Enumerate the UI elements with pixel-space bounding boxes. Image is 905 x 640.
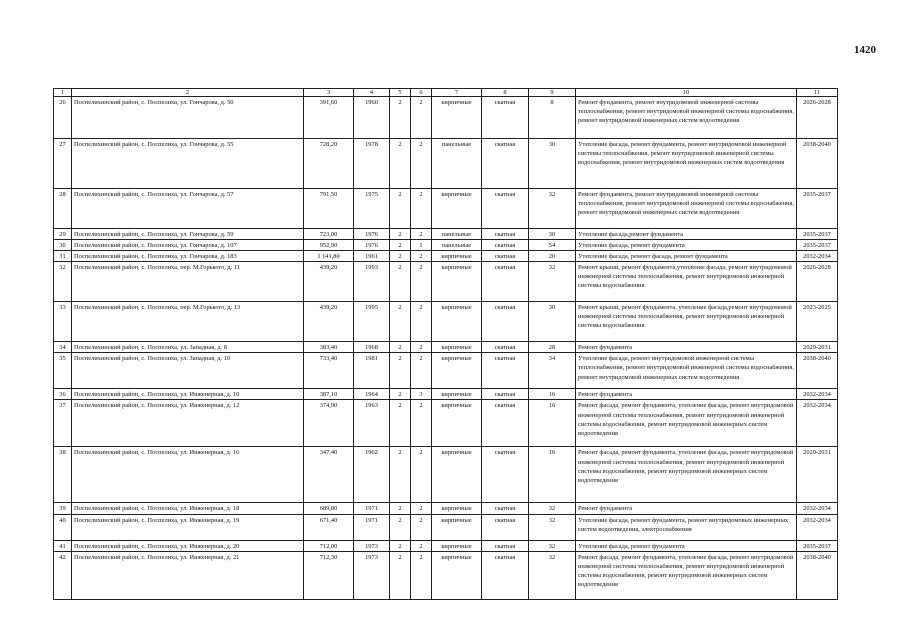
apartments-cell: 54 bbox=[529, 240, 576, 251]
column-number: 3 bbox=[304, 89, 354, 97]
period-cell: 2032-2034 bbox=[797, 514, 838, 540]
address-cell: Поспелихинский район, с. Поспелиха, ул. Инженерная, д. 21 bbox=[72, 551, 304, 599]
table-row bbox=[54, 353, 838, 389]
area-cell: 374,90 bbox=[304, 400, 354, 447]
roof-type-cell: скатная bbox=[482, 400, 529, 447]
area-cell: 439,20 bbox=[304, 302, 354, 342]
row-number-cell: 27 bbox=[54, 139, 72, 189]
address-cell: Поспелихинский район, с. Поспелиха, ул. Гончарова, д. 55 bbox=[72, 139, 304, 189]
wall-material-cell: кирпичные bbox=[432, 353, 482, 389]
floors-cell: 2 bbox=[390, 139, 411, 189]
floors-cell: 2 bbox=[390, 389, 411, 400]
area-cell: 439,20 bbox=[304, 262, 354, 302]
apartments-cell: 32 bbox=[529, 540, 576, 551]
row-number-cell: 40 bbox=[54, 514, 72, 540]
address-cell: Поспелихинский район, с. Поспелиха, ул. Гончарова, д. 107 bbox=[72, 240, 304, 251]
floors-cell: 2 bbox=[390, 514, 411, 540]
area-cell: 391,60 bbox=[304, 97, 354, 139]
table-row bbox=[54, 240, 838, 251]
row-number-cell: 37 bbox=[54, 400, 72, 447]
row-number-cell: 34 bbox=[54, 342, 72, 353]
floors-cell: 2 bbox=[390, 447, 411, 503]
table-row bbox=[54, 503, 838, 514]
address-cell: Поспелихинский район, с. Поспелиха, ул. Гончарова, д. 183 bbox=[72, 251, 304, 262]
entrances-cell: 2 bbox=[411, 400, 432, 447]
entrances-cell: 2 bbox=[411, 139, 432, 189]
wall-material-cell: панельные bbox=[432, 139, 482, 189]
wall-material-cell: кирпичные bbox=[432, 503, 482, 514]
table-row bbox=[54, 540, 838, 551]
table-row bbox=[54, 514, 838, 540]
table-row bbox=[54, 551, 838, 599]
works-cell: Ремонт фасада, ремонт фундамента, утепление фасада, ремонт внутридомовой инженерной системы теплоснабжения, ремонт внутридомовой инженерной системы водоснабжения, ремонт внутридомовой инженерных систем водоотведения bbox=[576, 447, 797, 503]
row-number-cell: 30 bbox=[54, 240, 72, 251]
wall-material-cell: кирпичные bbox=[432, 251, 482, 262]
table-row bbox=[54, 389, 838, 400]
table-row bbox=[54, 97, 838, 139]
row-number-cell: 26 bbox=[54, 97, 72, 139]
wall-material-cell: кирпичные bbox=[432, 97, 482, 139]
table-row bbox=[54, 400, 838, 447]
apartments-cell: 16 bbox=[529, 447, 576, 503]
period-cell: 2035-2037 bbox=[797, 229, 838, 240]
floors-cell: 2 bbox=[390, 302, 411, 342]
period-cell: 2026-2028 bbox=[797, 262, 838, 302]
row-number-cell: 42 bbox=[54, 551, 72, 599]
roof-type-cell: скатная bbox=[482, 389, 529, 400]
roof-type-cell: скатная bbox=[482, 97, 529, 139]
roof-type-cell: скатная bbox=[482, 229, 529, 240]
address-cell: Поспелихинский район, с. Поспелиха, пер. М.Горького, д. 11 bbox=[72, 262, 304, 302]
period-cell: 2035-2037 bbox=[797, 540, 838, 551]
works-cell: Утепление фасада, ремонт внутридомовой инженерной системы теплоснабжения, ремонт внутридомовой инженерной системы водоснабжения, ремонт внутридомовой инженерных систем водоотведения bbox=[576, 353, 797, 389]
table-row bbox=[54, 302, 838, 342]
address-cell: Поспелихинский район, с. Поспелиха, ул. Гончарова, д. 50 bbox=[72, 97, 304, 139]
floors-cell: 2 bbox=[390, 400, 411, 447]
table-row bbox=[54, 189, 838, 229]
wall-material-cell: панельные bbox=[432, 229, 482, 240]
wall-material-cell: кирпичные bbox=[432, 400, 482, 447]
year-cell: 1973 bbox=[354, 540, 390, 551]
year-cell: 1971 bbox=[354, 514, 390, 540]
entrances-cell: 2 bbox=[411, 514, 432, 540]
works-cell: Утепление фасада, ремонт фундамента bbox=[576, 540, 797, 551]
area-cell: 712,00 bbox=[304, 540, 354, 551]
year-cell: 1973 bbox=[354, 551, 390, 599]
year-cell: 1995 bbox=[354, 302, 390, 342]
period-cell: 2026-2028 bbox=[797, 97, 838, 139]
address-cell: Поспелихинский район, с. Поспелиха, ул. Инженерная, д. 18 bbox=[72, 503, 304, 514]
roof-type-cell: скатная bbox=[482, 551, 529, 599]
area-cell: 671,40 bbox=[304, 514, 354, 540]
address-cell: Поспелихинский район, с. Поспелиха, ул. Гончарова, д. 57 bbox=[72, 189, 304, 229]
wall-material-cell: кирпичные bbox=[432, 540, 482, 551]
floors-cell: 2 bbox=[390, 240, 411, 251]
period-cell: 2038-2040 bbox=[797, 551, 838, 599]
apartments-cell: 16 bbox=[529, 400, 576, 447]
area-cell: 383,40 bbox=[304, 342, 354, 353]
area-cell: 728,20 bbox=[304, 139, 354, 189]
period-cell: 2035-2037 bbox=[797, 240, 838, 251]
page-number: 1420 bbox=[854, 44, 876, 56]
works-cell: Утепление фасада, ремонт фундамента, ремонт внутридомовых инженерных систем водоотведения, электроснабжения bbox=[576, 514, 797, 540]
roof-type-cell: скатная bbox=[482, 503, 529, 514]
apartments-cell: 30 bbox=[529, 139, 576, 189]
floors-cell: 2 bbox=[390, 97, 411, 139]
wall-material-cell: кирпичные bbox=[432, 302, 482, 342]
entrances-cell: 2 bbox=[411, 251, 432, 262]
year-cell: 1961 bbox=[354, 251, 390, 262]
area-cell: 723,00 bbox=[304, 229, 354, 240]
period-cell: 2038-2040 bbox=[797, 353, 838, 389]
period-cell: 2032-2034 bbox=[797, 400, 838, 447]
works-cell: Ремонт фундамента bbox=[576, 342, 797, 353]
roof-type-cell: скатная bbox=[482, 353, 529, 389]
year-cell: 1976 bbox=[354, 229, 390, 240]
address-cell: Поспелихинский район, с. Поспелиха, ул. Западная, д. 8 bbox=[72, 342, 304, 353]
wall-material-cell: кирпичные bbox=[432, 189, 482, 229]
apartments-cell: 32 bbox=[529, 551, 576, 599]
works-cell: Ремонт фундамента bbox=[576, 389, 797, 400]
works-cell: Утепление фасада,ремонт фундамента bbox=[576, 229, 797, 240]
entrances-cell: 2 bbox=[411, 97, 432, 139]
apartments-cell: 32 bbox=[529, 262, 576, 302]
floors-cell: 2 bbox=[390, 551, 411, 599]
entrances-cell: 2 bbox=[411, 540, 432, 551]
row-number-cell: 33 bbox=[54, 302, 72, 342]
apartments-cell: 28 bbox=[529, 342, 576, 353]
works-cell: Ремонт фундамента bbox=[576, 503, 797, 514]
period-cell: 2029-2031 bbox=[797, 342, 838, 353]
period-cell: 2035-2037 bbox=[797, 189, 838, 229]
column-number: 11 bbox=[797, 89, 838, 97]
year-cell: 1963 bbox=[354, 400, 390, 447]
area-cell: 347,40 bbox=[304, 447, 354, 503]
row-number-cell: 35 bbox=[54, 353, 72, 389]
year-cell: 1964 bbox=[354, 389, 390, 400]
year-cell: 1978 bbox=[354, 139, 390, 189]
column-number: 4 bbox=[354, 89, 390, 97]
year-cell: 1962 bbox=[354, 447, 390, 503]
entrances-cell: 2 bbox=[411, 342, 432, 353]
table-row bbox=[54, 229, 838, 240]
roof-type-cell: скатная bbox=[482, 251, 529, 262]
period-cell: 2032-2034 bbox=[797, 251, 838, 262]
column-number: 8 bbox=[482, 89, 529, 97]
roof-type-cell: скатная bbox=[482, 540, 529, 551]
apartments-cell: 16 bbox=[529, 389, 576, 400]
row-number-cell: 31 bbox=[54, 251, 72, 262]
column-number: 7 bbox=[432, 89, 482, 97]
apartments-cell: 34 bbox=[529, 353, 576, 389]
column-number-row bbox=[54, 89, 838, 97]
address-cell: Поспелихинский район, с. Поспелиха, ул. Гончарова, д. 59 bbox=[72, 229, 304, 240]
roof-type-cell: скатная bbox=[482, 514, 529, 540]
floors-cell: 2 bbox=[390, 229, 411, 240]
address-cell: Поспелихинский район, с. Поспелиха, ул. Инженерная, д. 16 bbox=[72, 447, 304, 503]
roof-type-cell: скатная bbox=[482, 262, 529, 302]
entrances-cell: 1 bbox=[411, 240, 432, 251]
works-cell: Ремонт фундамента, ремонт внутридомовой инженерной системы теплоснабжения, ремонт внутридомовой инженерной системы водоснабжения, ремонт внутридомовой инженерных систем водоотведения bbox=[576, 189, 797, 229]
works-cell: Ремонт крыши, ремонт фундамента,утепление фасада, ремонт внутридомовой инженерной системы теплоснабжения, ремонт внутридомовой инженерной системы водоснабжения bbox=[576, 262, 797, 302]
apartments-cell: 8 bbox=[529, 97, 576, 139]
area-cell: 387,10 bbox=[304, 389, 354, 400]
column-number: 10 bbox=[576, 89, 797, 97]
area-cell: 1 141,80 bbox=[304, 251, 354, 262]
table-row bbox=[54, 139, 838, 189]
year-cell: 1975 bbox=[354, 189, 390, 229]
works-cell: Утепление фасада, ремонт фундамента bbox=[576, 240, 797, 251]
housing-register-table bbox=[53, 88, 838, 600]
apartments-cell: 32 bbox=[529, 503, 576, 514]
apartments-cell: 20 bbox=[529, 251, 576, 262]
year-cell: 1968 bbox=[354, 342, 390, 353]
works-cell: Ремонт крыши, ремонт фундамента, утепление фасада,ремонт внутридомовой инженерной системы теплоснабжения, ремонт внутридомовой инженерной системы водоснабжения bbox=[576, 302, 797, 342]
apartments-cell: 32 bbox=[529, 189, 576, 229]
entrances-cell: 2 bbox=[411, 302, 432, 342]
column-number: 5 bbox=[390, 89, 411, 97]
address-cell: Поспелихинский район, с. Поспелиха, ул. Инженерная, д. 20 bbox=[72, 540, 304, 551]
roof-type-cell: скатная bbox=[482, 342, 529, 353]
works-cell: Ремонт фундамента, ремонт внутридомовой инженерной системы теплоснабжения, ремонт внутридомовой инженерной системы водоснабжения, ремонт внутридомовой инженерных систем водоотведения bbox=[576, 97, 797, 139]
year-cell: 1981 bbox=[354, 353, 390, 389]
wall-material-cell: панельные bbox=[432, 240, 482, 251]
apartments-cell: 32 bbox=[529, 514, 576, 540]
year-cell: 1993 bbox=[354, 262, 390, 302]
floors-cell: 2 bbox=[390, 342, 411, 353]
wall-material-cell: кирпичные bbox=[432, 389, 482, 400]
year-cell: 1971 bbox=[354, 503, 390, 514]
area-cell: 712,30 bbox=[304, 551, 354, 599]
table-body bbox=[54, 89, 838, 600]
wall-material-cell: кирпичные bbox=[432, 342, 482, 353]
table-row bbox=[54, 342, 838, 353]
area-cell: 733,40 bbox=[304, 353, 354, 389]
address-cell: Поспелихинский район, с. Поспелиха, ул. Западная, д. 10 bbox=[72, 353, 304, 389]
entrances-cell: 3 bbox=[411, 389, 432, 400]
period-cell: 2032-2034 bbox=[797, 389, 838, 400]
roof-type-cell: скатная bbox=[482, 240, 529, 251]
row-number-cell: 41 bbox=[54, 540, 72, 551]
row-number-cell: 29 bbox=[54, 229, 72, 240]
floors-cell: 2 bbox=[390, 189, 411, 229]
floors-cell: 2 bbox=[390, 540, 411, 551]
row-number-cell: 39 bbox=[54, 503, 72, 514]
entrances-cell: 2 bbox=[411, 262, 432, 302]
row-number-cell: 38 bbox=[54, 447, 72, 503]
entrances-cell: 2 bbox=[411, 189, 432, 229]
roof-type-cell: скатная bbox=[482, 447, 529, 503]
wall-material-cell: кирпичные bbox=[432, 514, 482, 540]
works-cell: Ремонт фасада, ремонт фундамента, утепление фасада, ремонт внутридомовой инженерной системы теплоснабжения, ремонт внутридомовой инженерной системы водоснабжения, ремонт внутридомовой инженерных систем водоотведения bbox=[576, 400, 797, 447]
table-row bbox=[54, 447, 838, 503]
row-number-cell: 32 bbox=[54, 262, 72, 302]
works-cell: Утепление фасада, ремонт фасада, ремонт фундамента bbox=[576, 251, 797, 262]
entrances-cell: 2 bbox=[411, 229, 432, 240]
address-cell: Поспелихинский район, с. Поспелиха, ул. Инженерная, д. 12 bbox=[72, 400, 304, 447]
apartments-cell: 30 bbox=[529, 229, 576, 240]
floors-cell: 2 bbox=[390, 251, 411, 262]
year-cell: 1960 bbox=[354, 97, 390, 139]
apartments-cell: 30 bbox=[529, 302, 576, 342]
roof-type-cell: скатная bbox=[482, 189, 529, 229]
area-cell: 689,80 bbox=[304, 503, 354, 514]
floors-cell: 2 bbox=[390, 353, 411, 389]
area-cell: 791,50 bbox=[304, 189, 354, 229]
area-cell: 952,90 bbox=[304, 240, 354, 251]
entrances-cell: 2 bbox=[411, 503, 432, 514]
table-row bbox=[54, 262, 838, 302]
period-cell: 2029-2031 bbox=[797, 447, 838, 503]
table-row bbox=[54, 251, 838, 262]
floors-cell: 2 bbox=[390, 262, 411, 302]
floors-cell: 2 bbox=[390, 503, 411, 514]
year-cell: 1976 bbox=[354, 240, 390, 251]
period-cell: 2032-2034 bbox=[797, 503, 838, 514]
roof-type-cell: скатная bbox=[482, 302, 529, 342]
row-number-cell: 28 bbox=[54, 189, 72, 229]
period-cell: 2023-2025 bbox=[797, 302, 838, 342]
wall-material-cell: кирпичные bbox=[432, 262, 482, 302]
wall-material-cell: кирпичные bbox=[432, 551, 482, 599]
column-number: 1 bbox=[54, 89, 72, 97]
entrances-cell: 2 bbox=[411, 551, 432, 599]
works-cell: Утепление фасада, ремонт фундамента, ремонт внутридомовой инженерной системы теплоснабжения, ремонт внутридомовой инженерной системы водоснабжения, ремонт внутридомовой инженерных систем водоотведения bbox=[576, 139, 797, 189]
address-cell: Поспелихинский район, с. Поспелиха, ул. Инженерная, д. 10 bbox=[72, 389, 304, 400]
wall-material-cell: кирпичные bbox=[432, 447, 482, 503]
row-number-cell: 36 bbox=[54, 389, 72, 400]
address-cell: Поспелихинский район, с. Поспелиха, пер. М.Горького, д. 13 bbox=[72, 302, 304, 342]
address-cell: Поспелихинский район, с. Поспелиха, ул. Инженерная, д. 19 bbox=[72, 514, 304, 540]
period-cell: 2038-2040 bbox=[797, 139, 838, 189]
roof-type-cell: скатная bbox=[482, 139, 529, 189]
column-number: 2 bbox=[72, 89, 304, 97]
entrances-cell: 2 bbox=[411, 353, 432, 389]
column-number: 9 bbox=[529, 89, 576, 97]
works-cell: Ремонт фасада, ремонт фундамента, утепление фасада, ремонт внутридомовой инженерной системы теплоснабжения, ремонт внутридомовой инженерной системы водоснабжения, ремонт внутридомовой инженерных систем водоотведения bbox=[576, 551, 797, 599]
column-number: 6 bbox=[411, 89, 432, 97]
entrances-cell: 2 bbox=[411, 447, 432, 503]
